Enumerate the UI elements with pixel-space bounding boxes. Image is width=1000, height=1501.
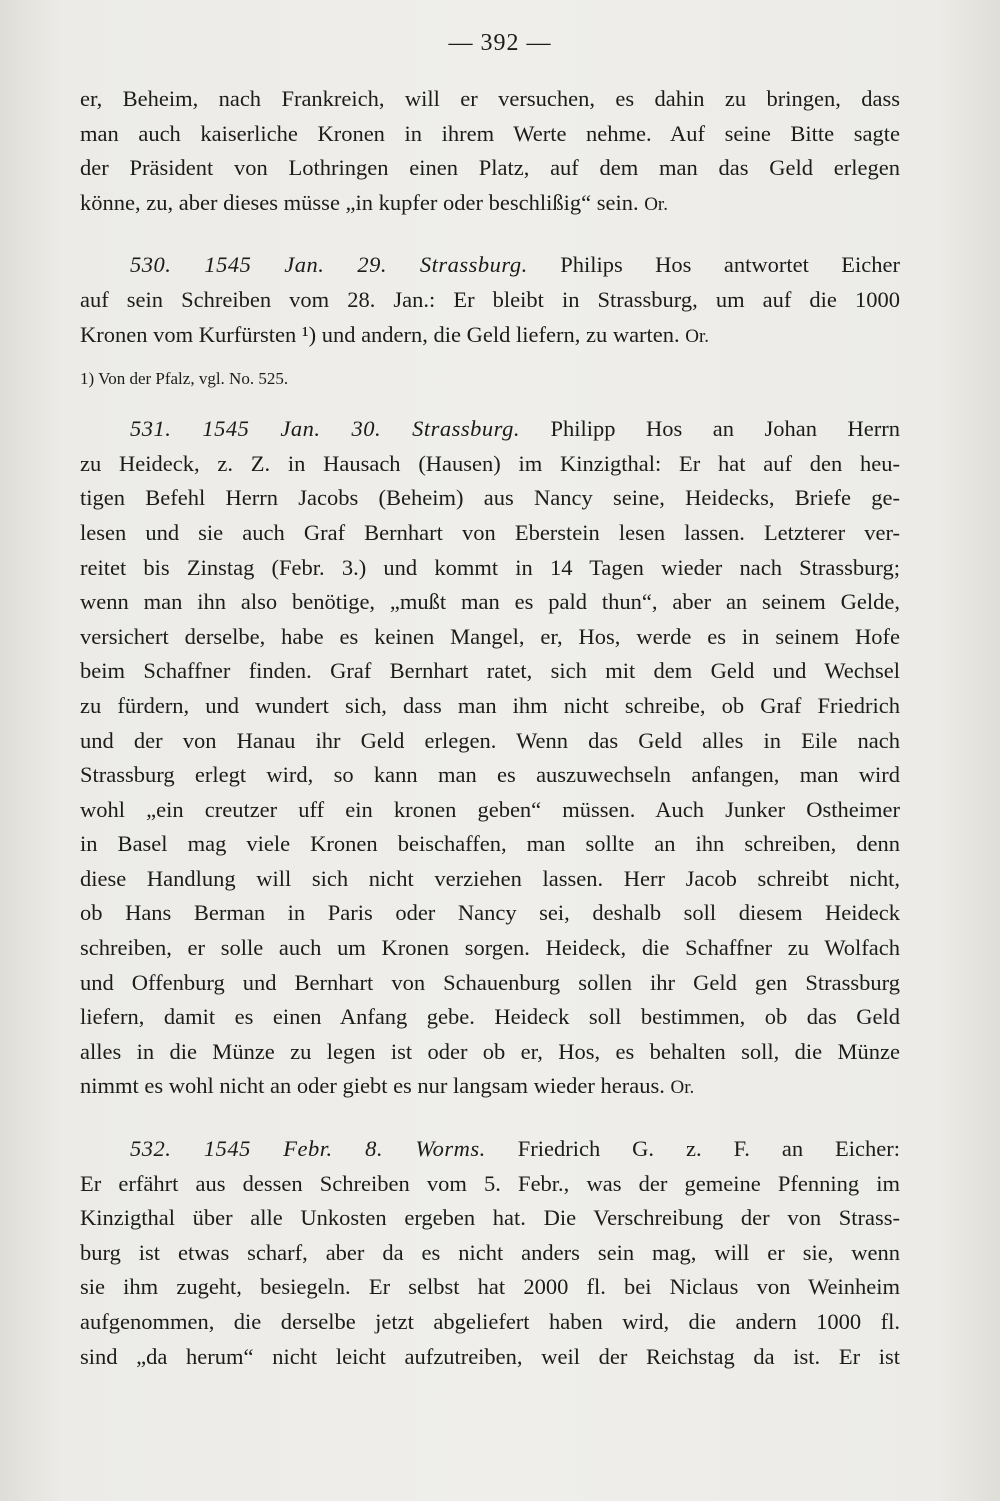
text-line: liefern, damit es einen Anfang gebe. Heideck soll bestimmen, ob das Geld (80, 1004, 900, 1030)
text-line: versichert derselbe, habe es keinen Mangel, er, Hos, werde es in seinem Hofe (80, 623, 900, 649)
text-line: burg ist etwas scharf, aber da es nicht anders sein mag, will er sie, wenn (80, 1239, 900, 1265)
entry-heading-line (80, 248, 900, 283)
line-text: Friedrich G. z. F. an Eicher: (517, 1136, 901, 1162)
text-line: Er erfährt aus dessen Schreiben vom 5. Febr., was der gemeine Pfenning im (80, 1170, 900, 1196)
text-line: und Offenburg und Bernhart von Schauenburg sollen ihr Geld gen Strassburg (80, 969, 900, 995)
entry-531 (80, 412, 900, 1104)
page-number: — 392 — (448, 30, 552, 56)
line-text: Kronen vom Kurfürsten ¹) und andern, die Geld liefern, zu warten. (80, 321, 680, 347)
entry-heading: 530. 1545 Jan. 29. Strassburg. (130, 252, 528, 278)
text-line: beim Schaffner finden. Graf Bernhart ratet, sich mit dem Geld und Wechsel (80, 658, 900, 684)
entry-heading-line (80, 1132, 900, 1167)
text-line: sie ihm zugeht, besiegeln. Er selbst hat 2000 fl. bei Niclaus von Weinheim (80, 1274, 900, 1300)
text-line: lesen und sie auch Graf Bernhart von Eberstein lesen lassen. Letzterer ver- (80, 519, 900, 545)
text-line (80, 318, 900, 353)
text-line (80, 1069, 900, 1104)
entry-heading-line (80, 412, 900, 447)
text-line: alles in die Münze zu legen ist oder ob er, Hos, es behalten soll, die Münze (80, 1038, 900, 1064)
text-line: Strassburg erlegt wird, so kann man es auszuwechseln anfangen, man wird (80, 762, 900, 788)
text-line: zu Heideck, z. Z. in Hausach (Hausen) im Kinzigthal: Er hat auf den heu- (80, 450, 900, 476)
source-mark: Or. (685, 325, 710, 347)
text-line: und der von Hanau ihr Geld erlegen. Wenn das Geld alles in Eile nach (80, 727, 900, 753)
text-line: aufgenommen, die derselbe jetzt abgeliefert haben wird, die andern 1000 fl. (80, 1309, 900, 1334)
text-line: er, Beheim, nach Frankreich, will er versuchen, es dahin zu bringen, dass (80, 86, 900, 111)
page-body (80, 82, 900, 1374)
text-line: sind „da herum“ nicht leicht aufzutreiben, weil der Reichstag da ist. Er ist (80, 1343, 900, 1369)
text-line: schreiben, er solle auch um Kronen sorgen. Heideck, die Schaffner zu Wolfach (80, 935, 900, 961)
entry-continuation (80, 82, 900, 220)
text-line: wohl „ein creutzer uff ein kronen geben“ müssen. Auch Junker Ostheimer (80, 796, 900, 822)
line-text: könne, zu, aber dieses müsse „in kupfer oder beschlißig“ sein. (80, 189, 639, 215)
text-line: man auch kaiserliche Kronen in ihrem Werte nehme. Auf seine Bitte sagte (80, 120, 900, 146)
text-line: diese Handlung will sich nicht verziehen lassen. Herr Jacob schreibt nicht, (80, 865, 900, 891)
entry-heading: 531. 1545 Jan. 30. Strassburg. (130, 416, 520, 442)
text-line: ob Hans Berman in Paris oder Nancy sei, deshalb soll diesem Heideck (80, 900, 900, 926)
text-line (80, 186, 900, 221)
entry-532 (80, 1132, 900, 1374)
text-line: wenn man ihn also benötige, „mußt man es pald thun“, aber an seinem Gelde, (80, 589, 900, 615)
source-mark: Or. (644, 193, 668, 215)
text-line: tigen Befehl Herrn Jacobs (Beheim) aus Nancy seine, Heidecks, Briefe ge- (80, 485, 900, 511)
text-line: Kinzigthal über alle Unkosten ergeben hat. Die Verschreibung der von Strass- (80, 1205, 900, 1231)
line-text: Philipp Hos an Johan Herrn (550, 416, 900, 442)
text-line: der Präsident von Lothringen einen Platz, auf dem man das Geld erlegen (80, 155, 900, 181)
text-line: auf sein Schreiben vom 28. Jan.: Er bleibt in Strassburg, um auf die 1000 (80, 286, 900, 312)
text-line: reitet bis Zinstag (Febr. 3.) und kommt in 14 Tagen wieder nach Strassburg; (80, 554, 900, 580)
entry-heading: 532. 1545 Febr. 8. Worms. (130, 1136, 486, 1162)
footnote: 1) Von der Pfalz, vgl. No. 525. (80, 369, 289, 389)
text-line: in Basel mag viele Kronen beischaffen, man sollte an ihn schreiben, denn (80, 831, 900, 857)
entry-530 (80, 248, 900, 392)
line-text: nimmt es wohl nicht an oder giebt es nur langsam wieder heraus. (80, 1073, 665, 1099)
text-line: zu fürdern, und wundert sich, dass man ihm nicht schreibe, ob Graf Friedrich (80, 692, 900, 718)
line-text: Philips Hos antwortet Eicher (560, 252, 900, 278)
source-mark: Or. (670, 1077, 695, 1099)
